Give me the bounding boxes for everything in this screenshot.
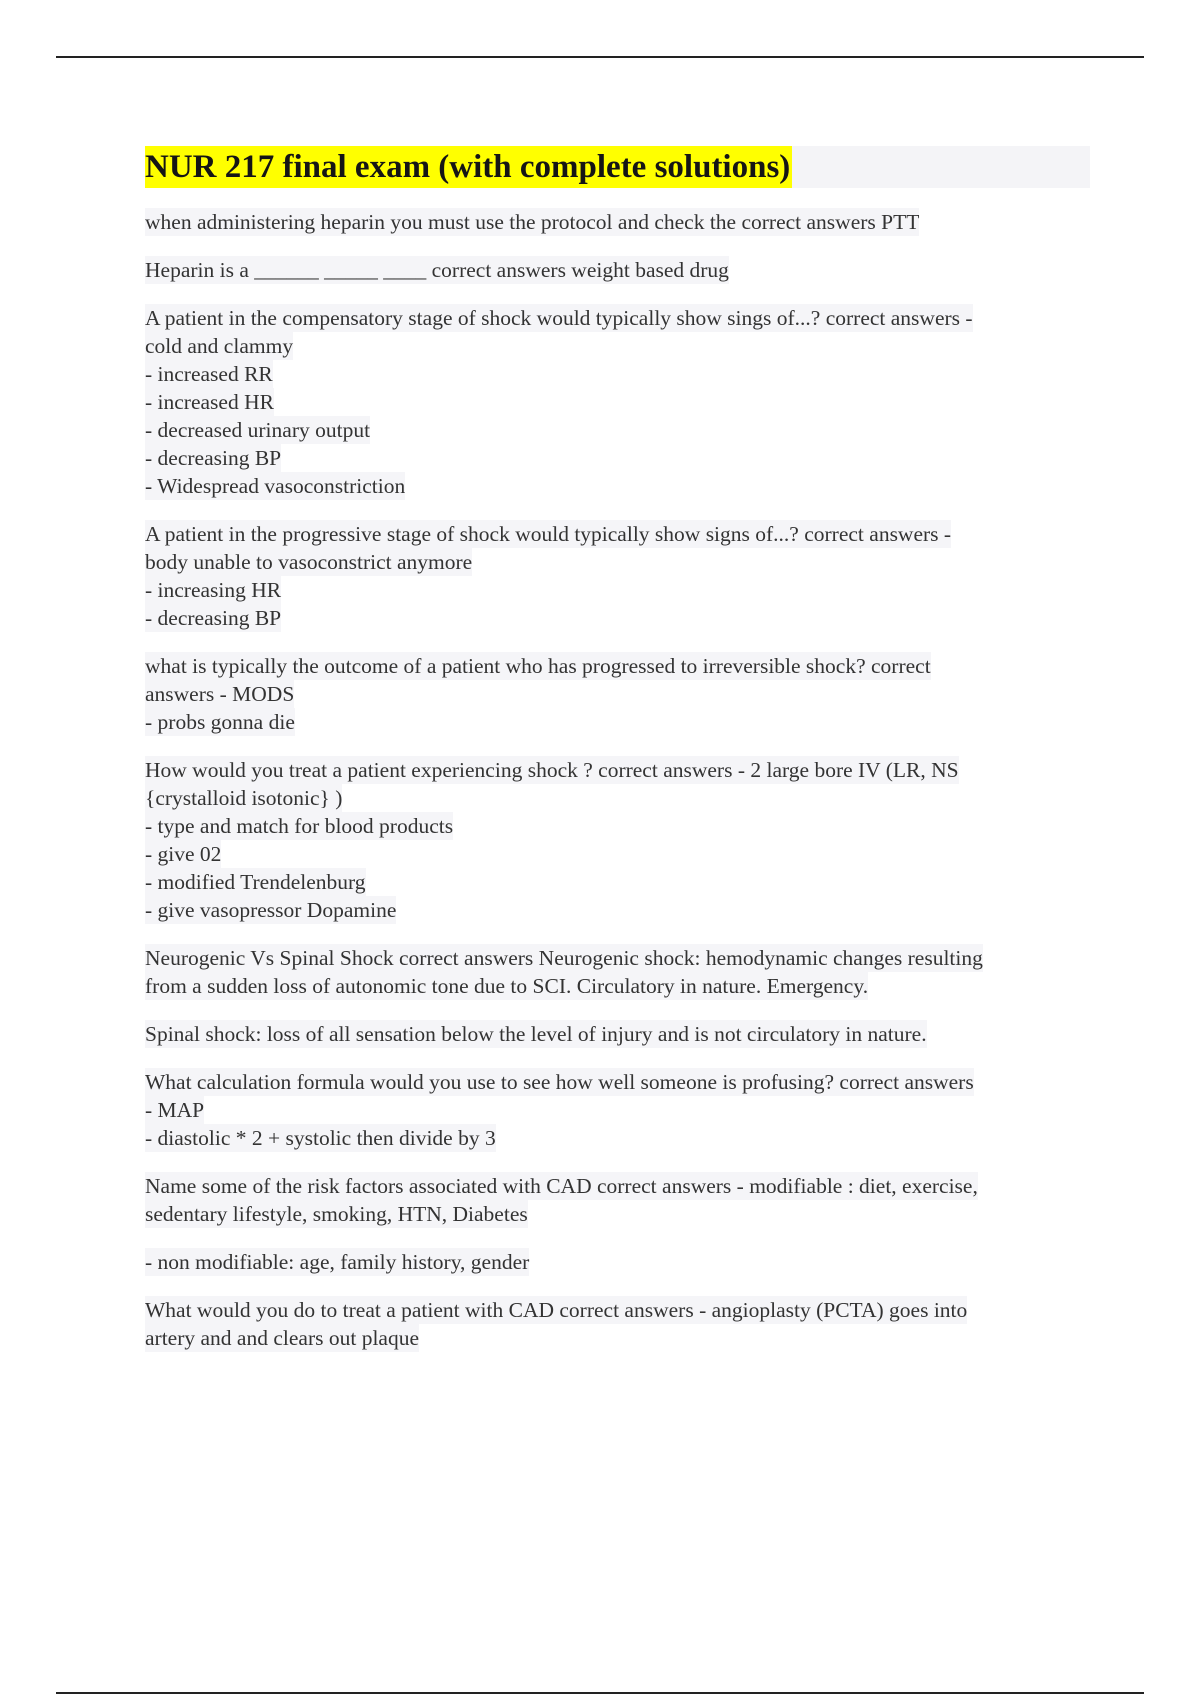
qa-line: artery and and clears out plaque bbox=[145, 1326, 419, 1350]
qa-line: - decreasing BP bbox=[145, 446, 282, 470]
qa-line: - increased HR bbox=[145, 390, 274, 414]
qa-line: - diastolic * 2 + systolic then divide by 3 bbox=[145, 1126, 496, 1150]
qa-item bbox=[145, 1248, 1090, 1276]
document-body bbox=[145, 146, 1090, 1352]
qa-line: - decreasing BP bbox=[145, 606, 282, 630]
qa-line: What would you do to treat a patient with CAD correct answers - angioplasty (PCTA) goes into bbox=[145, 1298, 968, 1322]
qa-line: A patient in the compensatory stage of shock would typically show sings of...? correct answers - bbox=[145, 306, 973, 330]
qa-line: - give 02 bbox=[145, 842, 222, 866]
qa-line: - increasing HR bbox=[145, 578, 282, 602]
qa-item bbox=[145, 652, 1090, 736]
qa-line: {crystalloid isotonic} ) bbox=[145, 786, 343, 810]
qa-line: A patient in the progressive stage of shock would typically show signs of...? correct answers - bbox=[145, 522, 952, 546]
qa-line: body unable to vasoconstrict anymore bbox=[145, 550, 473, 574]
qa-item bbox=[145, 208, 1090, 236]
qa-line: - modified Trendelenburg bbox=[145, 870, 366, 894]
qa-line: - Widespread vasoconstriction bbox=[145, 474, 406, 498]
page-title: NUR 217 final exam (with complete solutions) bbox=[145, 146, 792, 188]
qa-item bbox=[145, 1172, 1090, 1228]
qa-line: - decreased urinary output bbox=[145, 418, 371, 442]
qa-item bbox=[145, 756, 1090, 924]
title-bar bbox=[145, 146, 1090, 188]
qa-item bbox=[145, 520, 1090, 632]
qa-list bbox=[145, 208, 1090, 1352]
qa-line: Spinal shock: loss of all sensation below the level of injury and is not circulatory in nature. bbox=[145, 1022, 927, 1046]
qa-line: when administering heparin you must use the protocol and check the correct answers PTT bbox=[145, 210, 920, 234]
qa-line: answers - MODS bbox=[145, 682, 295, 706]
qa-line: - increased RR bbox=[145, 362, 273, 386]
qa-line: cold and clammy bbox=[145, 334, 294, 358]
bottom-rule bbox=[56, 1692, 1144, 1694]
qa-line: How would you treat a patient experiencing shock ? correct answers - 2 large bore IV (LR, NS bbox=[145, 758, 959, 782]
qa-item bbox=[145, 1068, 1090, 1152]
qa-line: sedentary lifestyle, smoking, HTN, Diabetes bbox=[145, 1202, 528, 1226]
qa-item bbox=[145, 256, 1090, 284]
qa-line: - probs gonna die bbox=[145, 710, 295, 734]
qa-item bbox=[145, 944, 1090, 1000]
qa-item bbox=[145, 1020, 1090, 1048]
qa-line: - give vasopressor Dopamine bbox=[145, 898, 397, 922]
qa-item bbox=[145, 304, 1090, 500]
qa-line: Heparin is a ______ _____ ____ correct answers weight based drug bbox=[145, 258, 729, 282]
qa-line: What calculation formula would you use to see how well someone is profusing? correct answers bbox=[145, 1070, 974, 1094]
qa-item bbox=[145, 1296, 1090, 1352]
top-rule bbox=[56, 56, 1144, 58]
qa-line: - MAP bbox=[145, 1098, 205, 1122]
qa-line: from a sudden loss of autonomic tone due to SCI. Circulatory in nature. Emergency. bbox=[145, 974, 869, 998]
qa-line: - type and match for blood products bbox=[145, 814, 454, 838]
qa-line: Name some of the risk factors associated with CAD correct answers - modifiable : diet, exercise, bbox=[145, 1174, 978, 1198]
qa-line: - non modifiable: age, family history, gender bbox=[145, 1250, 530, 1274]
qa-line: what is typically the outcome of a patient who has progressed to irreversible shock? correct bbox=[145, 654, 931, 678]
qa-line: Neurogenic Vs Spinal Shock correct answers Neurogenic shock: hemodynamic changes resulting bbox=[145, 946, 983, 970]
